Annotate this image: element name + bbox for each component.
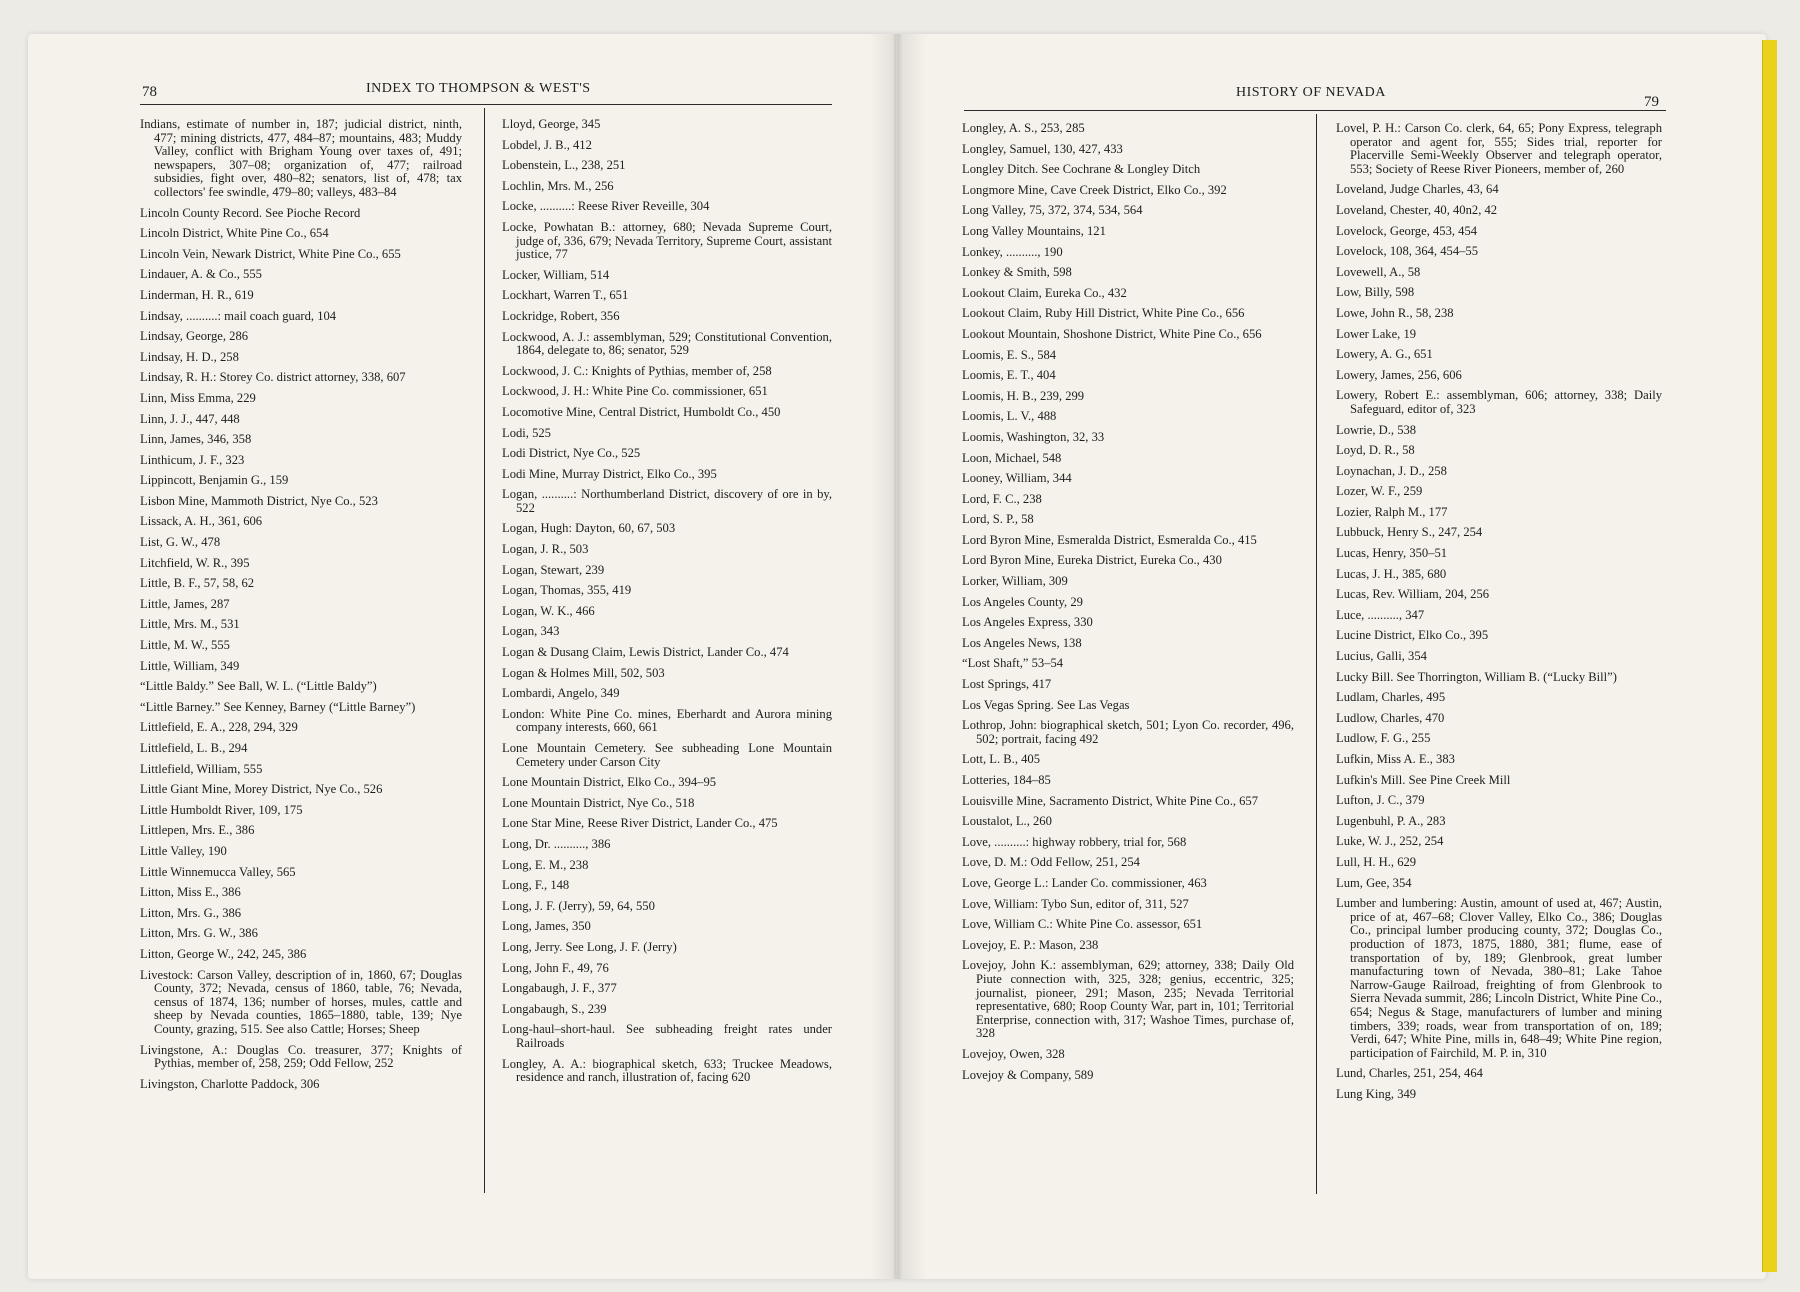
index-entry: Lookout Mountain, Shoshone District, White Pine Co., 656 xyxy=(962,326,1262,341)
index-entry: Long, F., 148 xyxy=(502,878,570,893)
index-entry: Longabaugh, S., 239 xyxy=(502,1001,607,1016)
left-running-head: INDEX TO THOMPSON & WEST'S xyxy=(366,81,591,96)
index-entry: “Lost Shaft,” 53–54 xyxy=(962,656,1064,671)
index-entry: Lone Mountain Cemetery. See subheading Lone Mountain Cemetery under Carson City xyxy=(502,741,832,769)
index-entry: Long Valley, 75, 372, 374, 534, 564 xyxy=(962,203,1143,218)
book-gutter xyxy=(870,34,926,1279)
index-entry: Lloyd, George, 345 xyxy=(502,117,601,131)
index-entry: Lovelock, George, 453, 454 xyxy=(1336,223,1478,238)
index-entry: Loynachan, J. D., 258 xyxy=(1336,463,1447,478)
index-entry: Lone Star Mine, Reese River District, Lander Co., 475 xyxy=(502,816,778,831)
index-entry: Lumber and lumbering: Austin, amount of used at, 467; Austin, price of at, 467–68; Clover Valley, Elko Co., 386; Douglas Co., principal lumber producing county, 372; Douglas Co., production of 1873, 1875, 1880, 381; flume, ease of transportation of by, 189; Glenbrook, great lumber manufacturing town of Nevada, 380–81; Lake Tahoe Narrow-Gauge Railroad, freighting of from Glenbrook to Sierra Nevada summit, 286; Lincoln District, White Pine Co., 654; Negus & Stage, manufacturers of lumber and mining timbers, 339; roads, wear from transportation of on, 189; Verdi, 647; White Pine, mills in, 648–49; White Pine region, participation of Fairchild, M. P. in, 310 xyxy=(1336,896,1662,1060)
index-entry: Locke, Powhatan B.: attorney, 680; Nevada Supreme Court, judge of, 336, 679; Nevada Territory, Supreme Court, assistant justice, 77 xyxy=(502,219,832,262)
index-entry: Los Angeles News, 138 xyxy=(962,635,1082,650)
index-entry: Littlefield, William, 555 xyxy=(140,761,263,776)
index-entry: Locke, ..........: Reese River Reveille, 304 xyxy=(502,199,710,214)
index-entry: Lodi District, Nye Co., 525 xyxy=(502,446,641,461)
index-entry: Love, D. M.: Odd Fellow, 251, 254 xyxy=(962,855,1140,870)
index-entry: Lissack, A. H., 361, 606 xyxy=(140,514,263,529)
index-entry: Lozier, Ralph M., 177 xyxy=(1336,504,1448,519)
index-entry: Loon, Michael, 548 xyxy=(962,450,1062,465)
index-entry: Loomis, L. V., 488 xyxy=(962,409,1057,424)
index-entry: Livingstone, A.: Douglas Co. treasurer, 377; Knights of Pythias, member of, 258, 259; Odd Fellow, 252 xyxy=(140,1042,462,1071)
left-index-column-1 xyxy=(140,118,462,1098)
left-header-rule xyxy=(140,104,832,105)
index-entry: Louisville Mine, Sacramento District, White Pine Co., 657 xyxy=(962,793,1259,808)
index-entry: Lockridge, Robert, 356 xyxy=(502,308,620,323)
index-entry: London: White Pine Co. mines, Eberhardt and Aurora mining company interests, 660, 661 xyxy=(502,706,832,735)
index-entry: Loveland, Judge Charles, 43, 64 xyxy=(1336,182,1499,197)
index-entry: Loomis, E. S., 584 xyxy=(962,347,1057,362)
index-entry: Linn, J. J., 447, 448 xyxy=(140,411,240,426)
index-entry: Litton, Mrs. G. W., 386 xyxy=(140,926,258,941)
index-entry: Lonkey & Smith, 598 xyxy=(962,265,1072,280)
index-entry: Logan & Dusang Claim, Lewis District, Lander Co., 474 xyxy=(502,645,789,660)
index-entry: Lindsay, George, 286 xyxy=(140,329,249,344)
index-entry: Longabaugh, J. F., 377 xyxy=(502,981,617,996)
index-entry: Luce, .........., 347 xyxy=(1336,607,1425,622)
index-entry: Lung King, 349 xyxy=(1336,1086,1417,1101)
index-entry: Lucius, Galli, 354 xyxy=(1336,649,1427,664)
index-entry: Low, Billy, 598 xyxy=(1336,285,1415,300)
index-entry: Lorker, William, 309 xyxy=(962,574,1068,589)
index-entry: Little Humboldt River, 109, 175 xyxy=(140,802,303,817)
index-entry: Logan, Hugh: Dayton, 60, 67, 503 xyxy=(502,521,676,536)
index-entry: Loomis, E. T., 404 xyxy=(962,368,1056,383)
index-entry: Long, Dr. .........., 386 xyxy=(502,836,611,851)
index-entry: “Little Baldy.” See Ball, W. L. (“Little Baldy”) xyxy=(140,679,377,694)
index-entry: Longley Ditch. See Cochrane & Longley Ditch xyxy=(962,162,1201,177)
index-entry: Lincoln District, White Pine Co., 654 xyxy=(140,226,329,241)
index-entry: Linn, James, 346, 358 xyxy=(140,432,252,447)
index-entry: Lonkey, .........., 190 xyxy=(962,244,1063,259)
index-entry: Lone Mountain District, Nye Co., 518 xyxy=(502,795,695,810)
index-entry: “Little Barney.” See Kenney, Barney (“Little Barney”) xyxy=(140,699,416,714)
index-entry: Litton, Miss E., 386 xyxy=(140,885,241,900)
index-entry: Lockwood, J. C.: Knights of Pythias, member of, 258 xyxy=(502,363,772,378)
index-entry: Logan, 343 xyxy=(502,624,560,639)
index-entry: Lubbuck, Henry S., 247, 254 xyxy=(1336,525,1483,540)
index-entry: Little Winnemucca Valley, 565 xyxy=(140,864,296,879)
left-index-column-2 xyxy=(502,118,832,1092)
index-entry: Logan, J. R., 503 xyxy=(502,542,589,557)
index-entry: Little, William, 349 xyxy=(140,658,240,673)
index-entry: Lucky Bill. See Thorrington, William B. (“Lucky Bill”) xyxy=(1336,669,1617,684)
index-entry: Lippincott, Benjamin G., 159 xyxy=(140,473,289,488)
index-entry: Lotteries, 184–85 xyxy=(962,773,1051,787)
index-entry: Indians, estimate of number in, 187; judicial district, ninth, 477; mining districts, 477, 484–87; mountains, 483; Muddy Valley, conflict with Brigham Young over taxes of, 491; newspapers, 307–08; organization of, 477; railroad subsidies, fight over, 480–82; senators, list of, 478; tax collectors' fee swindle, 479–80; valleys, 483–84 xyxy=(140,117,462,199)
index-entry: Lucas, J. H., 385, 680 xyxy=(1336,566,1447,581)
index-entry: Longmore Mine, Cave Creek District, Elko Co., 392 xyxy=(962,182,1227,197)
index-entry: Lombardi, Angelo, 349 xyxy=(502,686,620,701)
index-entry: Longley, A. A.: biographical sketch, 633; Truckee Meadows, residence and ranch, illustration of, facing 620 xyxy=(502,1056,832,1085)
right-page-number: 79 xyxy=(1644,94,1659,110)
index-entry: Little Valley, 190 xyxy=(140,843,227,858)
index-entry: Lookout Claim, Ruby Hill District, White Pine Co., 656 xyxy=(962,306,1245,321)
index-entry: Little, M. W., 555 xyxy=(140,638,230,653)
index-entry: Lord Byron Mine, Esmeralda District, Esmeralda Co., 415 xyxy=(962,532,1257,547)
index-entry: Lufton, J. C., 379 xyxy=(1336,793,1425,808)
index-entry: Long, James, 350 xyxy=(502,919,591,934)
index-entry: Lisbon Mine, Mammoth District, Nye Co., 523 xyxy=(140,493,378,508)
index-entry: Lovelock, 108, 364, 454–55 xyxy=(1336,244,1479,259)
index-entry: Lund, Charles, 251, 254, 464 xyxy=(1336,1066,1483,1081)
index-entry: Livingston, Charlotte Paddock, 306 xyxy=(140,1076,320,1091)
index-entry: Linthicum, J. F., 323 xyxy=(140,452,245,467)
index-entry: Logan, Stewart, 239 xyxy=(502,562,605,577)
yellow-page-edge xyxy=(1762,40,1777,1272)
index-entry: Loustalot, L., 260 xyxy=(962,814,1052,829)
index-entry: Lozer, W. F., 259 xyxy=(1336,484,1423,499)
index-entry: Lovel, P. H.: Carson Co. clerk, 64, 65; Pony Express, telegraph operator and agent for, 555; Sides trial, reporter for Placerville Semi-Weekly Observer and telegraph operator, 553; Society of Reese River Pioneers, member of, 260 xyxy=(1336,121,1662,176)
index-entry: Longley, Samuel, 130, 427, 433 xyxy=(962,141,1123,156)
index-entry: Linn, Miss Emma, 229 xyxy=(140,390,256,405)
index-entry: Loveland, Chester, 40, 40n2, 42 xyxy=(1336,202,1498,217)
index-entry: Litton, Mrs. G., 386 xyxy=(140,905,242,920)
index-entry: Lord, S. P., 58 xyxy=(962,512,1034,527)
index-entry: Love, William: Tybo Sun, editor of, 311, 527 xyxy=(962,896,1189,911)
index-entry: Lovejoy, E. P.: Mason, 238 xyxy=(962,937,1099,952)
index-entry: Lull, H. H., 629 xyxy=(1336,854,1417,869)
index-entry: Lovejoy, John K.: assemblyman, 629; attorney, 338; Daily Old Piute connection with, 325, 328; genius, eccentric, 325; journalist, pioneer, 291; Mason, 235; Nevada Territorial representative, 680; Roop County War, part in, 101; Territorial Enterprise, connection with, 317; Washoe Times, purchase of, 328 xyxy=(962,958,1294,1041)
index-entry: Lucas, Rev. William, 204, 256 xyxy=(1336,587,1490,602)
index-entry: Los Angeles Express, 330 xyxy=(962,615,1093,630)
index-entry: Lord, F. C., 238 xyxy=(962,491,1042,506)
index-entry: Lodi, 525 xyxy=(502,425,551,440)
index-entry: Long-haul–short-haul. See subheading freight rates under Railroads xyxy=(502,1022,832,1050)
index-entry: Lovejoy & Company, 589 xyxy=(962,1067,1094,1082)
index-entry: Los Angeles County, 29 xyxy=(962,594,1083,609)
index-entry: Lufkin, Miss A. E., 383 xyxy=(1336,752,1455,766)
index-entry: Lobdel, J. B., 412 xyxy=(502,137,592,152)
index-entry: Love, ..........: highway robbery, trial for, 568 xyxy=(962,834,1187,849)
index-entry: Logan, Thomas, 355, 419 xyxy=(502,583,632,598)
index-entry: Linderman, H. R., 619 xyxy=(140,287,254,302)
right-index-column-1 xyxy=(962,122,1294,1089)
index-entry: Litchfield, W. R., 395 xyxy=(140,555,250,570)
index-entry: Locomotive Mine, Central District, Humboldt Co., 450 xyxy=(502,404,781,419)
right-header-rule xyxy=(964,110,1666,111)
index-entry: Lindauer, A. & Co., 555 xyxy=(140,267,262,282)
index-entry: Ludlow, Charles, 470 xyxy=(1336,710,1445,725)
index-entry: Lucine District, Elko Co., 395 xyxy=(1336,628,1489,643)
index-entry: Lothrop, John: biographical sketch, 501; Lyon Co. recorder, 496, 502; portrait, facing 492 xyxy=(962,718,1294,746)
left-page-number: 78 xyxy=(142,84,157,100)
index-entry: Lindsay, ..........: mail coach guard, 104 xyxy=(140,308,337,323)
index-entry: Lookout Claim, Eureka Co., 432 xyxy=(962,285,1127,300)
index-entry: Longley, A. S., 253, 285 xyxy=(962,121,1085,135)
index-entry: Lufkin's Mill. See Pine Creek Mill xyxy=(1336,772,1511,787)
index-entry: Logan, ..........: Northumberland District, discovery of ore in by, 522 xyxy=(502,487,832,515)
index-entry: Lindsay, R. H.: Storey Co. district attorney, 338, 607 xyxy=(140,370,406,385)
index-entry: Lochlin, Mrs. M., 256 xyxy=(502,178,614,193)
index-entry: Little, James, 287 xyxy=(140,596,230,611)
index-entry: Luke, W. J., 252, 254 xyxy=(1336,834,1444,849)
index-entry: Littlefield, L. B., 294 xyxy=(140,741,248,755)
index-entry: Lockhart, Warren T., 651 xyxy=(502,288,629,303)
index-entry: Lockwood, J. H.: White Pine Co. commissioner, 651 xyxy=(502,384,768,399)
index-entry: Lodi Mine, Murray District, Elko Co., 395 xyxy=(502,466,717,481)
index-entry: Lowrie, D., 538 xyxy=(1336,422,1417,437)
index-entry: Lindsay, H. D., 258 xyxy=(140,349,239,364)
index-entry: Litton, George W., 242, 245, 386 xyxy=(140,946,307,961)
index-entry: Loomis, H. B., 239, 299 xyxy=(962,388,1085,403)
index-entry: Livestock: Carson Valley, description of in, 1860, 67; Douglas County, 372; Nevada, census of 1860, table, 76; Nevada, census of 1874, 136; number of horses, mules, cattle and sheep by Nevada counties, 1865–1880, table, 139; Nye County, grazing, 515. See also Cattle; Horses; Sheep xyxy=(140,967,462,1036)
index-entry: Long, E. M., 238 xyxy=(502,857,589,872)
index-entry: Lord Byron Mine, Eureka District, Eureka Co., 430 xyxy=(962,553,1222,568)
index-entry: Littlepen, Mrs. E., 386 xyxy=(140,823,255,838)
right-column-divider xyxy=(1316,114,1317,1194)
index-entry: Lowery, Robert E.: assemblyman, 606; attorney, 338; Daily Safeguard, editor of, 323 xyxy=(1336,388,1662,416)
index-entry: Lincoln County Record. See Pioche Record xyxy=(140,205,361,220)
index-entry: Little Giant Mine, Morey District, Nye Co., 526 xyxy=(140,782,383,797)
index-entry: Lovewell, A., 58 xyxy=(1336,264,1421,279)
index-entry: Lone Mountain District, Elko Co., 394–95 xyxy=(502,775,717,790)
left-column-divider xyxy=(484,108,485,1193)
index-entry: Lowery, James, 256, 606 xyxy=(1336,367,1462,382)
index-entry: Lower Lake, 19 xyxy=(1336,326,1417,341)
right-running-head: HISTORY OF NEVADA xyxy=(1236,85,1386,100)
index-entry: Lowe, John R., 58, 238 xyxy=(1336,305,1454,320)
index-entry: Los Vegas Spring. See Las Vegas xyxy=(962,697,1130,712)
index-entry: Littlefield, E. A., 228, 294, 329 xyxy=(140,720,298,735)
index-entry: Logan, W. K., 466 xyxy=(502,603,595,618)
index-entry: Lucas, Henry, 350–51 xyxy=(1336,546,1448,561)
index-entry: Lum, Gee, 354 xyxy=(1336,875,1412,890)
index-entry: Looney, William, 344 xyxy=(962,471,1072,486)
index-entry: Lovejoy, Owen, 328 xyxy=(962,1046,1065,1061)
index-entry: Long, Jerry. See Long, J. F. (Jerry) xyxy=(502,939,677,954)
index-entry: Love, George L.: Lander Co. commissioner, 463 xyxy=(962,875,1207,890)
index-entry: List, G. W., 478 xyxy=(140,535,221,550)
index-entry: Ludlam, Charles, 495 xyxy=(1336,690,1446,705)
index-entry: Locker, William, 514 xyxy=(502,267,610,282)
index-entry: Love, William C.: White Pine Co. assessor, 651 xyxy=(962,917,1203,932)
index-entry: Lobenstein, L., 238, 251 xyxy=(502,158,626,173)
index-entry: Ludlow, F. G., 255 xyxy=(1336,731,1431,746)
index-entry: Lincoln Vein, Newark District, White Pine Co., 655 xyxy=(140,246,401,261)
index-entry: Long, J. F. (Jerry), 59, 64, 550 xyxy=(502,898,655,913)
index-entry: Logan & Holmes Mill, 502, 503 xyxy=(502,665,665,680)
index-entry: Lott, L. B., 405 xyxy=(962,752,1041,767)
index-entry: Lugenbuhl, P. A., 283 xyxy=(1336,813,1446,828)
index-entry: Lowery, A. G., 651 xyxy=(1336,347,1433,362)
right-index-column-2 xyxy=(1336,122,1662,1108)
index-entry: Little, Mrs. M., 531 xyxy=(140,617,240,632)
index-entry: Little, B. F., 57, 58, 62 xyxy=(140,576,255,591)
index-entry: Long, John F., 49, 76 xyxy=(502,960,609,975)
index-entry: Long Valley Mountains, 121 xyxy=(962,223,1106,238)
index-entry: Loomis, Washington, 32, 33 xyxy=(962,429,1105,444)
index-entry: Lost Springs, 417 xyxy=(962,677,1052,692)
index-entry: Lockwood, A. J.: assemblyman, 529; Constitutional Convention, 1864, delegate to, 86; senator, 529 xyxy=(502,329,832,358)
index-entry: Loyd, D. R., 58 xyxy=(1336,443,1415,458)
